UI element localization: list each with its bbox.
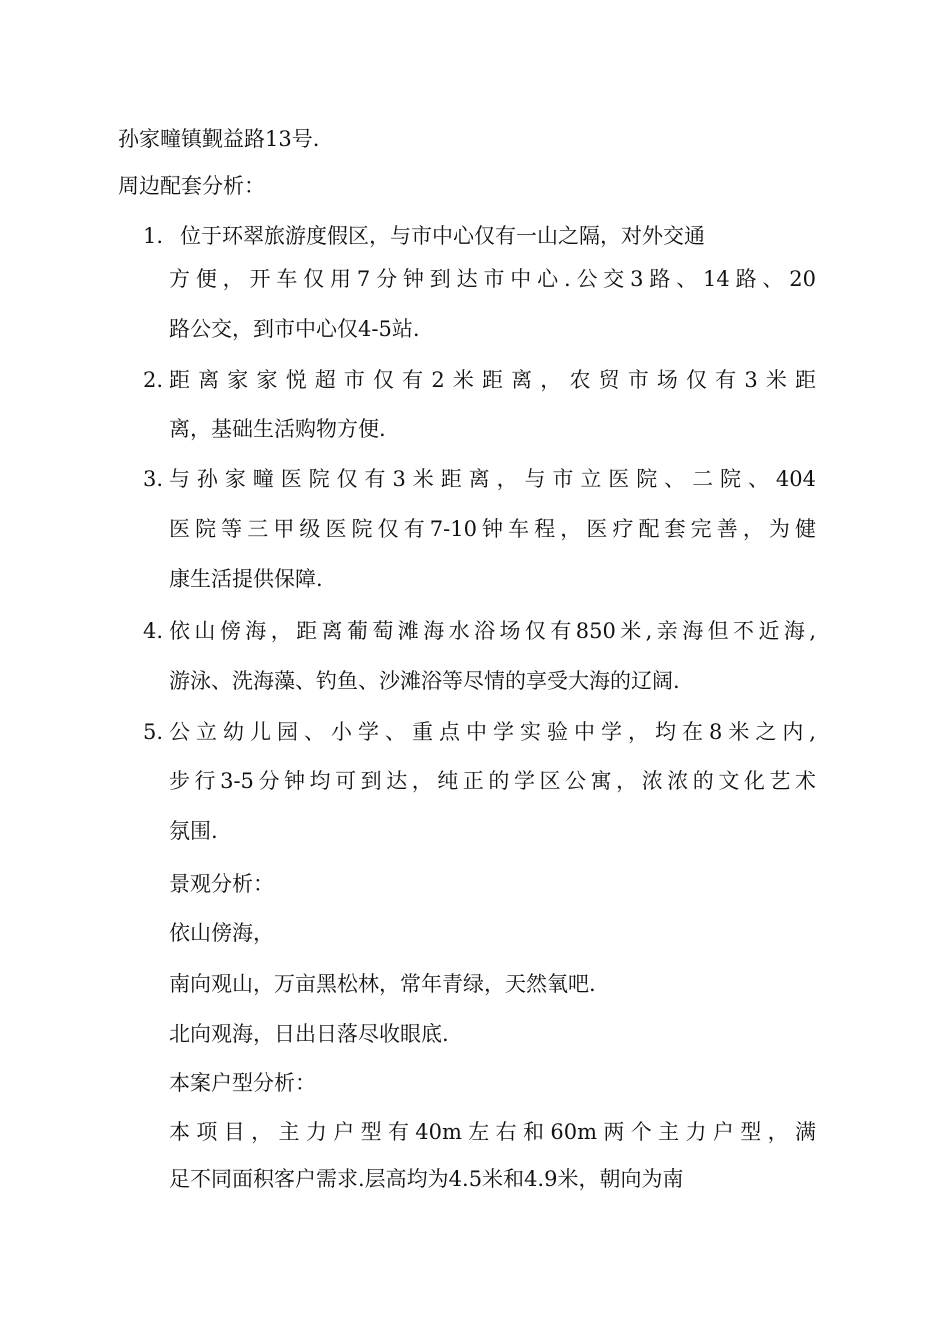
units-heading: 本案户型分析： (169, 1071, 316, 1095)
item-1-number: 1. (143, 224, 164, 248)
item-5-line-1: 公立幼儿园、小学、重点中学实验中学，均在8米之内, (169, 720, 816, 744)
item-2-line-2: 离，基础生活购物方便. (169, 417, 386, 441)
item-4-number: 4. (143, 619, 164, 643)
item-5-line-2: 步行3-5分钟均可到达，纯正的学区公寓，浓浓的文化艺术 (169, 769, 816, 793)
item-1-line-3: 路公交，到市中心仅4-5站. (169, 317, 420, 341)
item-5-number: 5. (143, 720, 164, 744)
surroundings-heading: 周边配套分析： (118, 174, 265, 198)
landscape-heading: 景观分析： (169, 872, 274, 896)
item-3-line-3: 康生活提供保障. (169, 567, 323, 591)
item-3-line-1: 与孙家疃医院仅有3米距离，与市立医院、二院、404 (169, 467, 816, 491)
item-2-number: 2. (143, 368, 164, 392)
units-line-1: 本项目，主力户型有40m左右和60m两个主力户型，满 (169, 1120, 816, 1144)
units-line-2: 足不同面积客户需求.层高均为4.5米和4.9米，朝向为南 (169, 1167, 684, 1191)
item-2-line-1: 距离家家悦超市仅有2米距离，农贸市场仅有3米距 (169, 368, 816, 392)
landscape-line-2: 南向观山，万亩黑松林，常年青绿，天然氧吧. (169, 972, 596, 996)
landscape-line-1: 依山傍海， (169, 921, 274, 945)
address-line: 孙家疃镇觐益路13号. (118, 127, 320, 151)
item-3-number: 3. (143, 467, 164, 491)
item-4-line-1: 依山傍海，距离葡萄滩海水浴场仅有850米,亲海但不近海, (169, 619, 816, 643)
item-4-line-2: 游泳、洗海藻、钓鱼、沙滩浴等尽情的享受大海的辽阔. (169, 669, 680, 693)
item-5-line-3: 氛围. (169, 819, 218, 843)
item-1-line-2: 方便，开车仅用7分钟到达市中心.公交3路、14路、20 (169, 267, 816, 291)
item-1-line-1: 位于环翠旅游度假区，与市中心仅有一山之隔，对外交通 (180, 224, 705, 248)
item-3-line-2: 医院等三甲级医院仅有7-10钟车程，医疗配套完善，为健 (169, 517, 816, 541)
landscape-line-3: 北向观海，日出日落尽收眼底. (169, 1022, 449, 1046)
